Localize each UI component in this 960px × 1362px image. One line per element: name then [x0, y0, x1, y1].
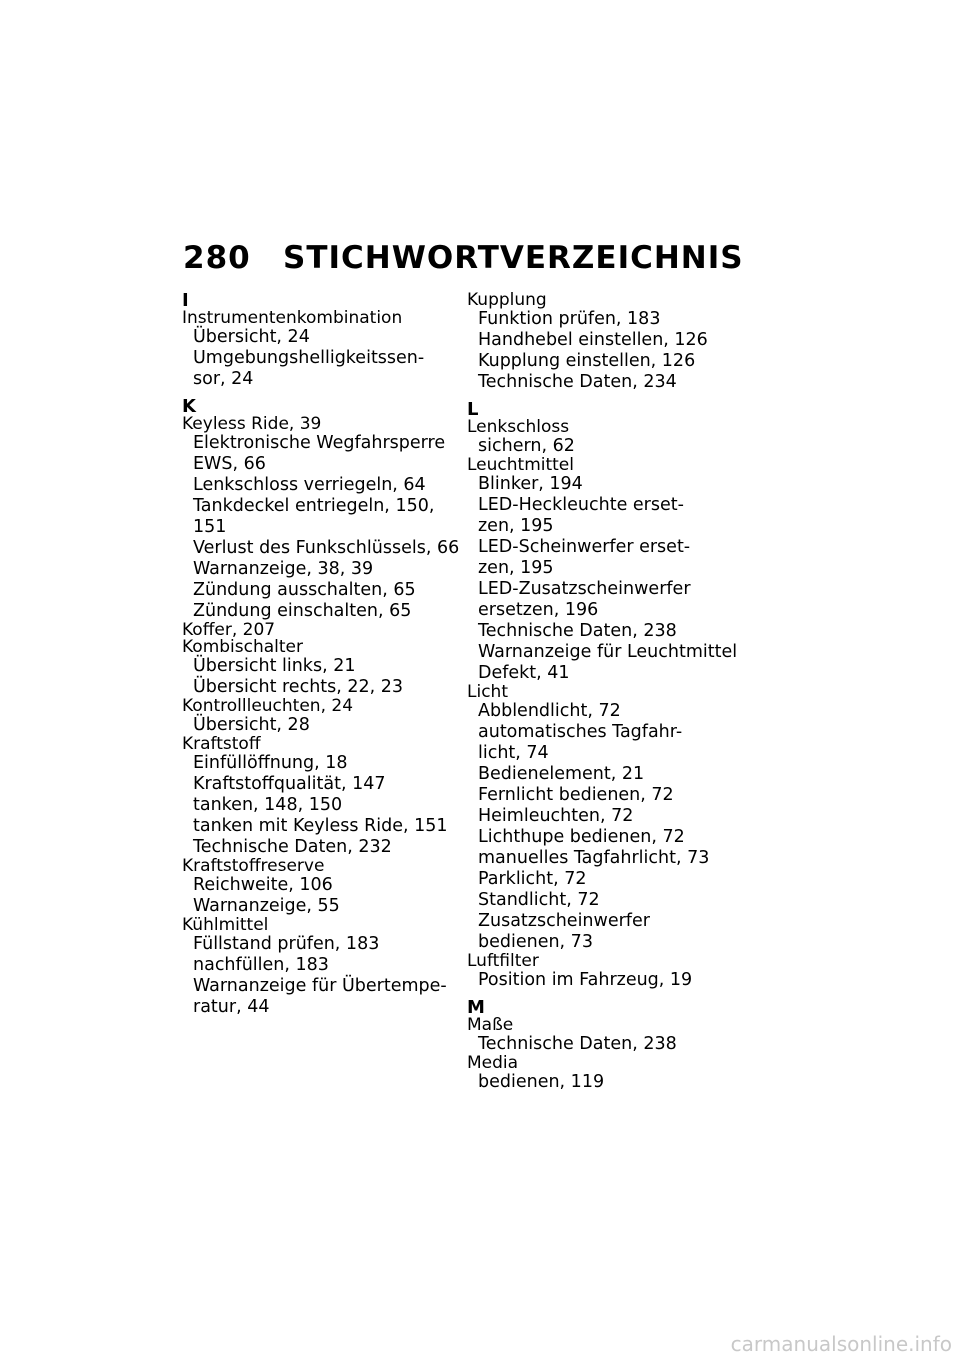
index-subentry: Standlicht, 72	[478, 890, 600, 910]
index-subentry: Warnanzeige für Übertempe-	[193, 976, 447, 996]
index-entry: Instrumentenkombination	[182, 308, 403, 328]
index-subentry: manuelles Tagfahrlicht, 73	[478, 848, 710, 868]
index-entry: Kraftstoffreserve	[182, 856, 325, 876]
index-subentry: Defekt, 41	[478, 663, 570, 683]
index-subentry: Warnanzeige, 38, 39	[193, 559, 374, 579]
index-subentry: LED-Zusatzscheinwerfer	[478, 579, 691, 599]
index-section	[467, 401, 767, 991]
index-subentry: LED-Scheinwerfer erset-	[478, 537, 691, 557]
index-subentry: sichern, 62	[478, 436, 575, 456]
index-subentry: Handhebel einstellen, 126	[478, 330, 708, 350]
index-subentry: Bedienelement, 21	[478, 764, 645, 784]
index-entry: Licht	[467, 682, 508, 702]
index-subentry: Position im Fahrzeug, 19	[478, 970, 693, 990]
index-entry: Kraftstoff	[182, 734, 261, 754]
index-subentry: Technische Daten, 232	[193, 837, 392, 857]
index-section	[182, 292, 472, 390]
index-entry: Lenkschloss	[467, 417, 570, 437]
index-subentry: ersetzen, 196	[478, 600, 599, 620]
index-subentry: ratur, 44	[193, 997, 270, 1017]
index-subentry: Kupplung einstellen, 126	[478, 351, 696, 371]
index-section	[467, 999, 767, 1093]
index-subentry: Übersicht rechts, 22, 23	[193, 677, 404, 697]
index-subentry: Übersicht, 28	[193, 715, 310, 735]
index-entry: Kombischalter	[182, 637, 304, 657]
index-entry: Kühlmittel	[182, 915, 269, 935]
watermark: carmanualsonline.info	[730, 1332, 952, 1356]
index-subentry: 151	[193, 517, 227, 537]
index-subentry: Warnanzeige für Leuchtmittel	[478, 642, 738, 662]
index-subentry: Funktion prüfen, 183	[478, 309, 661, 329]
index-entry: Media	[467, 1053, 519, 1073]
index-subentry: Tankdeckel entriegeln, 150,	[193, 496, 435, 516]
index-subentry: zen, 195	[478, 516, 554, 536]
index-column-right	[467, 292, 767, 1093]
index-subentry: nachfüllen, 183	[193, 955, 329, 975]
page-title: STICHWORTVERZEICHNIS	[283, 240, 744, 276]
index-section	[467, 292, 767, 393]
index-subentry: Lichthupe bedienen, 72	[478, 827, 685, 847]
index-subentry: EWS, 66	[193, 454, 266, 474]
index-subentry: Heimleuchten, 72	[478, 806, 634, 826]
section-letter: L	[467, 399, 479, 420]
index-subentry: sor, 24	[193, 369, 254, 389]
section-letter: K	[182, 396, 196, 417]
index-subentry: tanken mit Keyless Ride, 151	[193, 816, 448, 836]
index-subentry: licht, 74	[478, 743, 549, 763]
index-subentry: Technische Daten, 234	[478, 372, 677, 392]
index-column-left	[182, 292, 472, 1018]
index-subentry: Lenkschloss verriegeln, 64	[193, 475, 426, 495]
index-subentry: Einfüllöffnung, 18	[193, 753, 348, 773]
page-number: 280	[183, 240, 251, 276]
index-entry: Kupplung	[467, 290, 547, 310]
index-entry: Koffer, 207	[182, 620, 276, 640]
index-subentry: Verlust des Funkschlüssels, 66	[193, 538, 460, 558]
index-subentry: Kraftstoffqualität, 147	[193, 774, 386, 794]
index-subentry: Warnanzeige, 55	[193, 896, 340, 916]
section-letter: I	[182, 290, 189, 311]
index-subentry: Umgebungshelligkeitssen-	[193, 348, 425, 368]
index-subentry: LED-Heckleuchte erset-	[478, 495, 684, 515]
index-subentry: Technische Daten, 238	[478, 621, 677, 641]
index-subentry: Übersicht links, 21	[193, 656, 356, 676]
index-entry: Leuchtmittel	[467, 455, 574, 475]
index-subentry: Abblendlicht, 72	[478, 701, 621, 721]
index-subentry: Parklicht, 72	[478, 869, 587, 889]
index-subentry: Füllstand prüfen, 183	[193, 934, 380, 954]
index-subentry: Zusatzscheinwerfer	[478, 911, 650, 931]
index-entry: Keyless Ride, 39	[182, 414, 322, 434]
index-entry: Maße	[467, 1015, 514, 1035]
index-subentry: Blinker, 194	[478, 474, 583, 494]
index-subentry: Zündung einschalten, 65	[193, 601, 412, 621]
index-subentry: Fernlicht bedienen, 72	[478, 785, 674, 805]
index-subentry: Übersicht, 24	[193, 327, 310, 347]
index-subentry: tanken, 148, 150	[193, 795, 343, 815]
index-subentry: Elektronische Wegfahrsperre	[193, 433, 446, 453]
index-entry: Luftfilter	[467, 951, 539, 971]
index-subentry: zen, 195	[478, 558, 554, 578]
index-entry: Kontrollleuchten, 24	[182, 696, 354, 716]
section-letter: M	[467, 997, 485, 1018]
index-subentry: Zündung ausschalten, 65	[193, 580, 416, 600]
index-subentry: bedienen, 119	[478, 1072, 605, 1092]
index-subentry: Reichweite, 106	[193, 875, 333, 895]
index-subentry: automatisches Tagfahr-	[478, 722, 683, 742]
index-subentry: Technische Daten, 238	[478, 1034, 677, 1054]
page-header	[183, 240, 744, 276]
index-section	[182, 398, 472, 1018]
index-subentry: bedienen, 73	[478, 932, 593, 952]
